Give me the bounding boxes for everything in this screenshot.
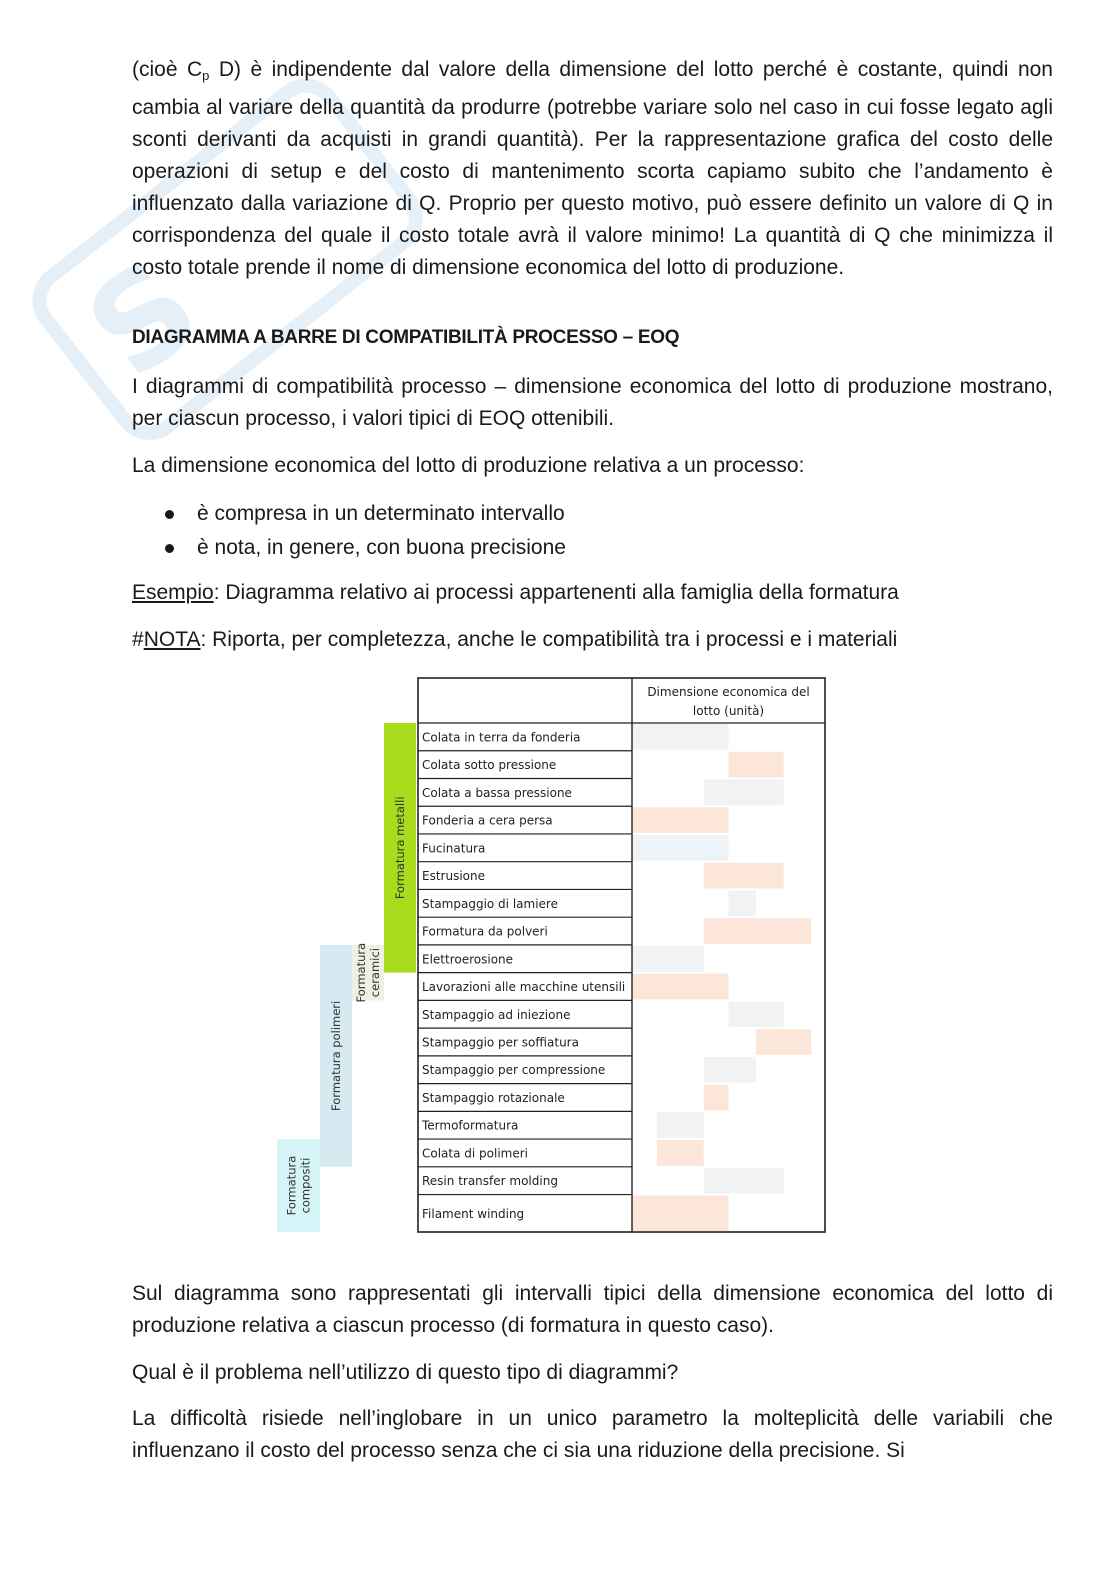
paragraph-answer: La difficoltà risiede nell’inglobare in un unico parametro la molteplicità delle variabili che influenzano il costo del processo senza che ci sia una riduzione della precisione. Si: [132, 1407, 1053, 1462]
process-label: Colata in terra da fonderia: [422, 730, 581, 745]
eoq-range-bar: [729, 890, 757, 916]
process-label: Filament winding: [422, 1206, 525, 1221]
eoq-range-bar: [756, 1029, 811, 1055]
family-label: Formatura metalli: [393, 796, 407, 900]
paragraph-example: Esempio: Diagramma relativo ai processi appartenenti alla famiglia della formatura: [132, 581, 899, 604]
process-label: Stampaggio di lamiere: [422, 896, 558, 911]
process-label: Stampaggio per soffiatura: [422, 1035, 579, 1050]
eoq-range-bar: [632, 807, 729, 833]
paragraph-note: #NOTA: Riporta, per completezza, anche le compatibilità tra i processi e i materiali: [132, 628, 898, 651]
process-label: Colata sotto pressione: [422, 758, 557, 773]
paragraph-definition: I diagrammi di compatibilità processo – dimensione economica del lotto di produzione mostrano, per ciascun processo, i valori tipici di EOQ ottenibili.: [132, 375, 1053, 430]
process-label: Lavorazioni alle macchine utensili: [422, 980, 626, 995]
process-label: Stampaggio ad iniezione: [422, 1007, 571, 1022]
eoq-range-bar: [657, 1140, 704, 1166]
eoq-compatibility-diagram: [272, 668, 832, 1240]
process-label: Fucinatura: [422, 841, 486, 856]
eoq-range-bar: [632, 1196, 729, 1231]
list-item: è compresa in un determinato intervallo: [165, 497, 566, 531]
eoq-range-bar: [632, 946, 704, 972]
paragraph-diagram-explanation: Sul diagramma sono rappresentati gli intervalli tipici della dimensione economica del lotto di produzione relativa a ciascun processo (di formatura in questo caso).: [132, 1282, 1053, 1337]
svg-text:S: S: [59, 230, 227, 408]
diagram-canvas: [272, 668, 832, 1240]
process-label: Estrusione: [422, 869, 485, 884]
process-label: Colata di polimeri: [422, 1146, 529, 1161]
eoq-range-bar: [704, 918, 812, 944]
bullet-list: [165, 497, 566, 565]
process-label: Formatura da polveri: [422, 924, 548, 939]
process-label: Colata a bassa pressione: [422, 785, 572, 800]
process-label: Elettroerosione: [422, 952, 514, 967]
eoq-range-bar: [704, 1168, 784, 1194]
eoq-range-bar: [729, 1001, 784, 1027]
paragraph-question: Qual è il problema nell’utilizzo di questo tipo di diagrammi?: [132, 1361, 679, 1384]
eoq-range-bar: [632, 835, 729, 861]
section-heading: DIAGRAMMA A BARRE DI COMPATIBILITÀ PROCESSO – EOQ: [132, 327, 680, 348]
bullet-dot-icon: [165, 544, 174, 553]
paragraph-eoq-intro: (cioè $C_p$ D) è indipendente dal valore della dimensione del lotto perché è costante, quindi non cambia al variare della quantità da produrre (potrebbe variare solo nel caso in cui fosse legato agli sconti derivanti da acquisti in grandi quantità). Per la rappresentazione grafica del costo delle operazioni di setup e del costo di mantenimento scorta capiamo subito che l’andamento è influenzato dalla variazione di Q. Proprio per questo motivo, può essere definito un valore di Q in corrispondenza del quale il costo totale avrà il valore minimo! La quantità di Q che minimizza il costo totale prende il nome di dimensione economica del lotto di produzione.: [132, 58, 1053, 279]
scale-header: Dimensione economica del lotto (unità): [647, 685, 810, 718]
process-label: Termoformatura: [422, 1118, 519, 1133]
list-item: è nota, in genere, con buona precisione: [165, 531, 566, 565]
eoq-range-bar: [632, 724, 729, 750]
family-label: Formatura polimeri: [329, 1000, 343, 1111]
eoq-range-bar: [632, 974, 729, 1000]
bullet-dot-icon: [165, 510, 174, 519]
eoq-range-bar: [704, 1085, 729, 1111]
eoq-range-bar: [704, 1057, 756, 1083]
family-label: Formaturaceramici: [354, 942, 382, 1003]
eoq-range-bar: [729, 752, 784, 778]
process-label: Fonderia a cera persa: [422, 813, 553, 828]
eoq-range-bar: [657, 1112, 704, 1138]
paragraph-properties-intro: La dimensione economica del lotto di produzione relativa a un processo:: [132, 454, 805, 477]
eoq-range-bar: [704, 779, 784, 805]
process-label: Stampaggio rotazionale: [422, 1090, 565, 1105]
process-label: Resin transfer molding: [422, 1174, 558, 1189]
process-label: Stampaggio per compressione: [422, 1063, 606, 1078]
eoq-range-bar: [704, 863, 784, 889]
family-label: Formaturacompositi: [284, 1155, 313, 1216]
